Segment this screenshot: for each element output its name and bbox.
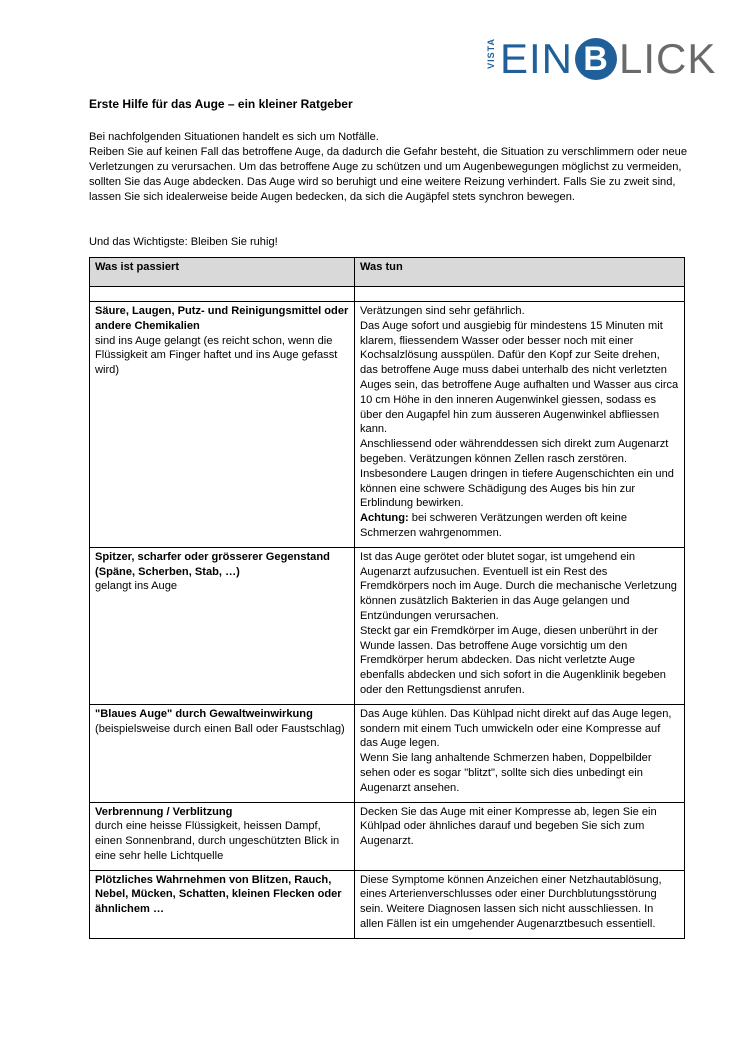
intro-text (89, 130, 689, 205)
situation-title: Plötzliches Wahrnehmen von Blitzen, Rauch, Nebel, Mücken, Schatten, kleinen Flecken oder ähnlichem … (95, 873, 342, 916)
situation-cell (90, 302, 355, 548)
situation-title: "Blaues Auge" durch Gewaltweinwirkung (95, 707, 313, 720)
situation-title: Spitzer, scharfer oder grösserer Gegenstand (Späne, Scherben, Stab, …) (95, 550, 330, 578)
intro-line-1: Bei nachfolgenden Situationen handelt es sich um Notfälle. (89, 131, 379, 143)
logo-wordmark (500, 34, 716, 84)
logo-ein-text: EIN (500, 35, 574, 82)
table-row (90, 870, 685, 938)
warning-text: bei schweren Verätzungen werden oft keine Schmerzen wahrgenommen. (360, 512, 628, 539)
logo-lick-text: LICK (619, 35, 717, 82)
header-situation: Was ist passiert (90, 258, 355, 287)
logo-vista-text: VISTA (486, 38, 496, 69)
table-row (90, 547, 685, 704)
situation-description: sind ins Auge gelangt (es reicht schon, wenn die Flüssigkeit am Finger haftet und ins Auge gefasst wird) (95, 334, 338, 377)
first-aid-table (89, 257, 685, 939)
action-text: Ist das Auge gerötet oder blutet sogar, ist umgehend ein Augenarzt aufzusuchen. Eventuell ist ein Rest des Fremdkörpers noch im Auge. Durch die mechanische Verletzung können zusätzlich Bakterien in das Auge gelangen und Entzündungen verursachen. (360, 550, 677, 622)
action-cell (355, 302, 685, 548)
action-text: Steckt gar ein Fremdkörper im Auge, diesen unberührt in der Wunde lassen. Das betroffene Auge vorsichtig um den Fremdkörper herum abdecken. Das nicht verletzte Auge ebenfalls abdecken und sich sofort in die Augenklinik begeben oder den Rettungsdienst anrufen. (360, 624, 666, 696)
situation-cell (90, 870, 355, 938)
action-cell (355, 547, 685, 704)
action-cell (355, 704, 685, 802)
action-text: Decken Sie das Auge mit einer Kompresse ab, legen Sie ein Kühlpad oder ähnliches darauf und begeben Sie sich zum Augenarzt. (360, 805, 657, 848)
spacer-cell (90, 287, 355, 302)
logo-b-circle: B (575, 38, 617, 80)
situation-title: Säure, Laugen, Putz- und Reinigungsmittel oder andere Chemikalien (95, 305, 349, 332)
action-text: Das Auge kühlen. Das Kühlpad nicht direkt auf das Auge legen, sondern mit einem Tuch umwickeln oder eine Kompresse auf das Auge legen. (360, 707, 672, 750)
important-note: Und das Wichtigste: Bleiben Sie ruhig! (89, 236, 278, 248)
table-row (90, 704, 685, 802)
warning-label: Achtung: (360, 512, 409, 525)
table-row (90, 302, 685, 548)
action-cell (355, 870, 685, 938)
situation-cell (90, 704, 355, 802)
table-header-row (90, 258, 685, 287)
action-text: Verätzungen sind sehr gefährlich. (360, 305, 525, 317)
document-title: Erste Hilfe für das Auge – ein kleiner Ratgeber (89, 97, 353, 111)
action-text: Wenn Sie lang anhaltende Schmerzen haben, Doppelbilder sehen oder es sogar "blitzt", sollte sich dies unbedingt ein Augenarzt ansehen. (360, 752, 652, 794)
action-text: Diese Symptome können Anzeichen einer Netzhautablösung, eines Arterienverschlusses oder einer Durchblutungsstörung sein. Weitere Diagnosen lassen sich nicht ausschliessen. In allen Fällen ist ein umgehender Augenarztbesuch essentiell. (360, 873, 662, 931)
action-cell (355, 802, 685, 870)
situation-description: durch eine heisse Flüssigkeit, heissen Dampf, einen Sonnenbrand, durch ungeschützten Blick in eine sehr helle Lichtquelle (95, 820, 340, 862)
table-row (90, 802, 685, 870)
spacer-cell (355, 287, 685, 302)
action-warning (360, 511, 679, 541)
intro-line-2: Reiben Sie auf keinen Fall das betroffene Auge, da dadurch die Gefahr besteht, die Situation zu verschlimmern oder neue Verletzungen zu verursachen. Um das betroffene Auge zu schützen und um Augenbewegungen möglichst zu vermeiden, sollten Sie das Auge abdecken. Das Auge wird so beruhigt und eine weitere Reizung verhindert. Falls Sie zu zweit sind, lassen Sie sich idealerweise beide Augen bedecken, da sich die Augäpfel stets synchron bewegen. (89, 146, 688, 204)
action-text: Anschliessend oder währenddessen sich direkt zum Augenarzt begeben. Verätzungen können Zellen rasch zerstören. Insbesondere Laugen dringen in tiefere Augenschichten ein und können eine schwere Schädigung des Auges bis hin zur Erblindung bewirken. (360, 438, 674, 510)
situation-cell (90, 802, 355, 870)
vista-einblick-logo (486, 34, 717, 84)
header-action: Was tun (355, 258, 685, 287)
situation-description: (beispielsweise durch einen Ball oder Faustschlag) (95, 722, 345, 735)
situation-cell (90, 547, 355, 704)
action-text: Das Auge sofort und ausgiebig für mindestens 15 Minuten mit klarem, fliessendem Wasser oder besser noch mit einer Kochsalzlösung ausspülen. Dafür den Kopf zur Seite drehen, das betroffene Auge muss dabei unterhalb des nicht verletzten Auges sein, das betroffene Auge aufhalten und Wasser aus circa 10 cm Höhe in den inneren Augenwinkel giessen, sodass es über den Augapfel hin zum äusseren Augenwinkel abfliessen kann. (360, 319, 679, 436)
situation-title: Verbrennung / Verblitzung (95, 805, 233, 818)
table-spacer-row (90, 287, 685, 302)
situation-description: gelangt ins Auge (95, 580, 178, 593)
